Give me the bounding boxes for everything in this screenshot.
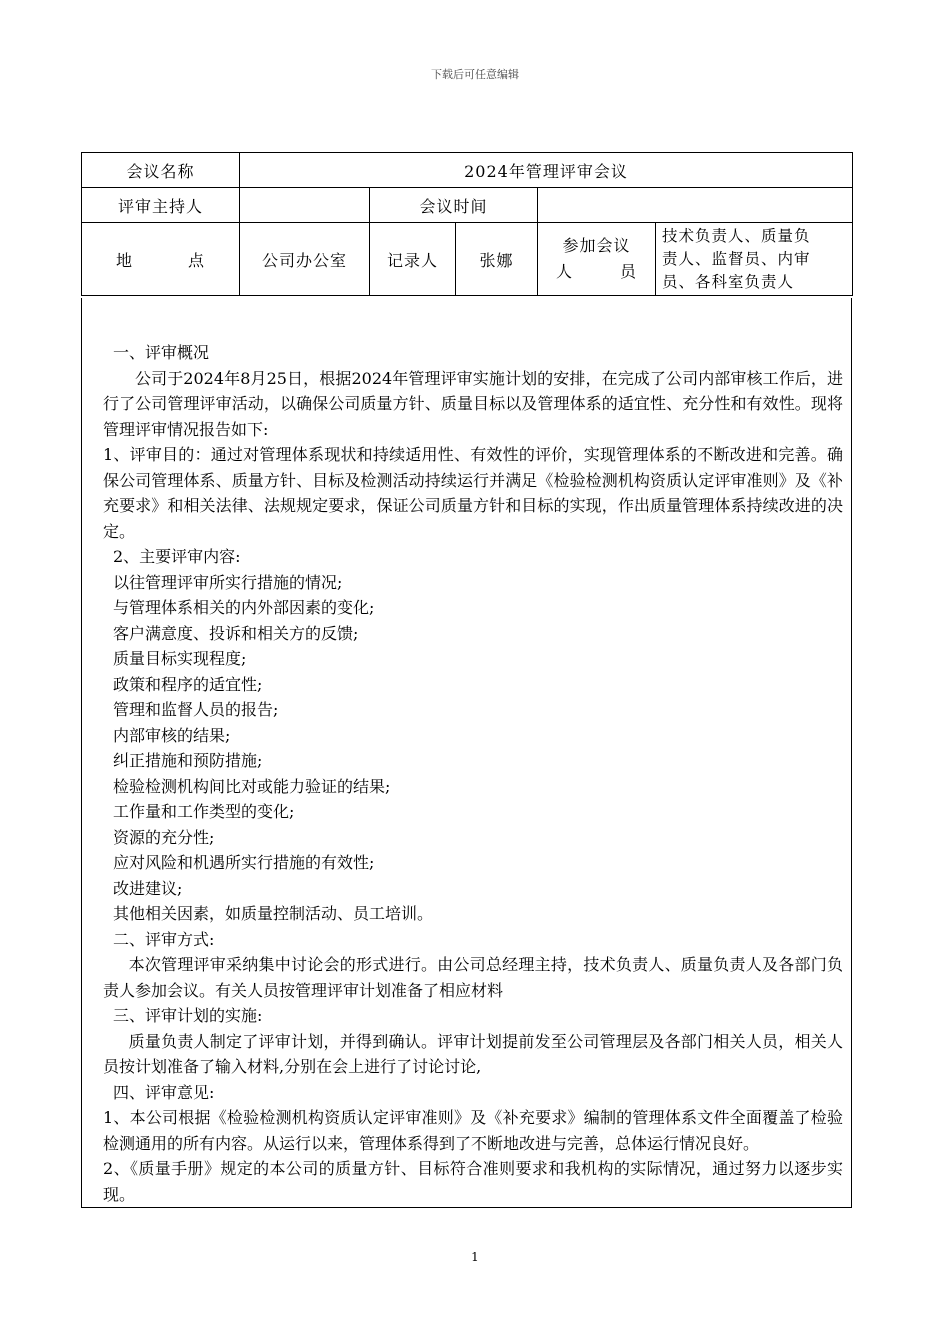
section-1-title: 一、评审概况 xyxy=(113,343,210,362)
section-1-paragraph: 公司于2024年8月25日，根据2024年管理评审实施计划的安排，在完成了公司内部审核工作后，进行了公司管理评审活动，以确保公司质量方针、质量目标以及管理体系的适宜性、充分性和有效性。现将管理评审情况报告如下: xyxy=(103,368,843,439)
recorder-label: 记录人 xyxy=(370,223,456,296)
report-content xyxy=(103,340,843,1207)
section-2-paragraph: 本次管理评审采纳集中讨论会的形式进行。由公司总经理主持，技术负责人、质量负责人及各部门负责人参加会议。有关人员按管理评审计划准备了相应材料 xyxy=(103,955,843,1000)
host-value xyxy=(240,188,370,223)
meeting-name-value: 2024年管理评审会议 xyxy=(240,153,853,188)
content-item: 检验检测机构间比对或能力验证的结果; xyxy=(113,776,391,796)
location-label-part-1: 地 xyxy=(116,250,134,270)
section-4-title: 四、评审意见: xyxy=(113,1082,215,1102)
content-item: 客户满意度、投诉和相关方的反馈; xyxy=(113,623,359,643)
attendees-label-part-b: 员 xyxy=(619,262,637,281)
content-item: 政策和程序的适宜性; xyxy=(113,674,263,694)
section-4-item-2: 2、《质量手册》规定的本公司的质量方针、目标符合准则要求和我机构的实际情况，通过努力以逐步实现。 xyxy=(103,1159,843,1204)
content-item: 管理和监督人员的报告; xyxy=(113,700,279,719)
attendees-label-part-a: 人 xyxy=(556,262,574,281)
meeting-time-label: 会议时间 xyxy=(370,188,538,223)
section-1-purpose: 1、评审目的：通过对管理体系现状和持续适用性、有效性的评价，实现管理体系的不断改进和完善。确保公司管理体系、质量方针、目标及检测活动持续运行并满足《检验检测机构资质认定评审准则》及《补充要求》和相关法律、法规规定要求，保证公司质量方针和目标的实现，作出质量管理体系持续改进的决定。 xyxy=(103,445,843,541)
content-item: 其他相关因素，如质量控制活动、员工培训。 xyxy=(113,904,434,923)
content-item: 以往管理评审所实行措施的情况; xyxy=(113,572,343,592)
meeting-name-label: 会议名称 xyxy=(82,153,240,188)
content-item: 内部审核的结果; xyxy=(113,725,231,745)
host-label: 评审主持人 xyxy=(82,188,240,223)
location-label-part-2: 点 xyxy=(187,250,205,270)
section-4-item-1: 1、本公司根据《检验检测机构资质认定评审准则》及《补充要求》编制的管理体系文件全面覆盖了检验检测通用的所有内容。从运行以来，管理体系得到了不断地改进与完善，总体运行情况良好。 xyxy=(103,1108,843,1153)
section-1-content-title: 2、主要评审内容: xyxy=(113,547,241,566)
attendees-label xyxy=(538,223,656,296)
location-value: 公司办公室 xyxy=(240,223,370,296)
content-item: 纠正措施和预防措施; xyxy=(113,751,263,770)
section-2-title: 二、评审方式: xyxy=(113,929,215,949)
content-item: 与管理体系相关的内外部因素的变化; xyxy=(113,598,375,617)
content-item: 改进建议; xyxy=(113,878,183,898)
attendees-line-1: 技术负责人、质量负 xyxy=(662,226,811,245)
section-3-paragraph: 质量负责人制定了评审计划，并得到确认。评审计划提前发至公司管理层及各部门相关人员，相关人员按计划准备了输入材料,分别在会上进行了讨论讨论, xyxy=(103,1031,843,1076)
content-item: 资源的充分性; xyxy=(113,827,215,847)
attendees-label-line-1: 参加会议 xyxy=(562,236,631,255)
recorder-value: 张娜 xyxy=(456,223,538,296)
meeting-info-table xyxy=(81,152,853,296)
meeting-time-value xyxy=(538,188,853,223)
header-note: 下载后可任意编辑 xyxy=(431,68,519,81)
content-item: 应对风险和机遇所实行措施的有效性; xyxy=(113,853,375,872)
content-item: 质量目标实现程度; xyxy=(113,649,247,668)
page-number: 1 xyxy=(471,1250,479,1264)
location-label xyxy=(82,223,240,296)
section-3-title: 三、评审计划的实施: xyxy=(113,1006,263,1025)
content-item: 工作量和工作类型的变化; xyxy=(113,802,295,821)
attendees-value xyxy=(656,223,853,296)
attendees-line-3: 员、各科室负责人 xyxy=(662,272,795,291)
attendees-line-2: 责人、监督员、内审 xyxy=(662,249,811,268)
